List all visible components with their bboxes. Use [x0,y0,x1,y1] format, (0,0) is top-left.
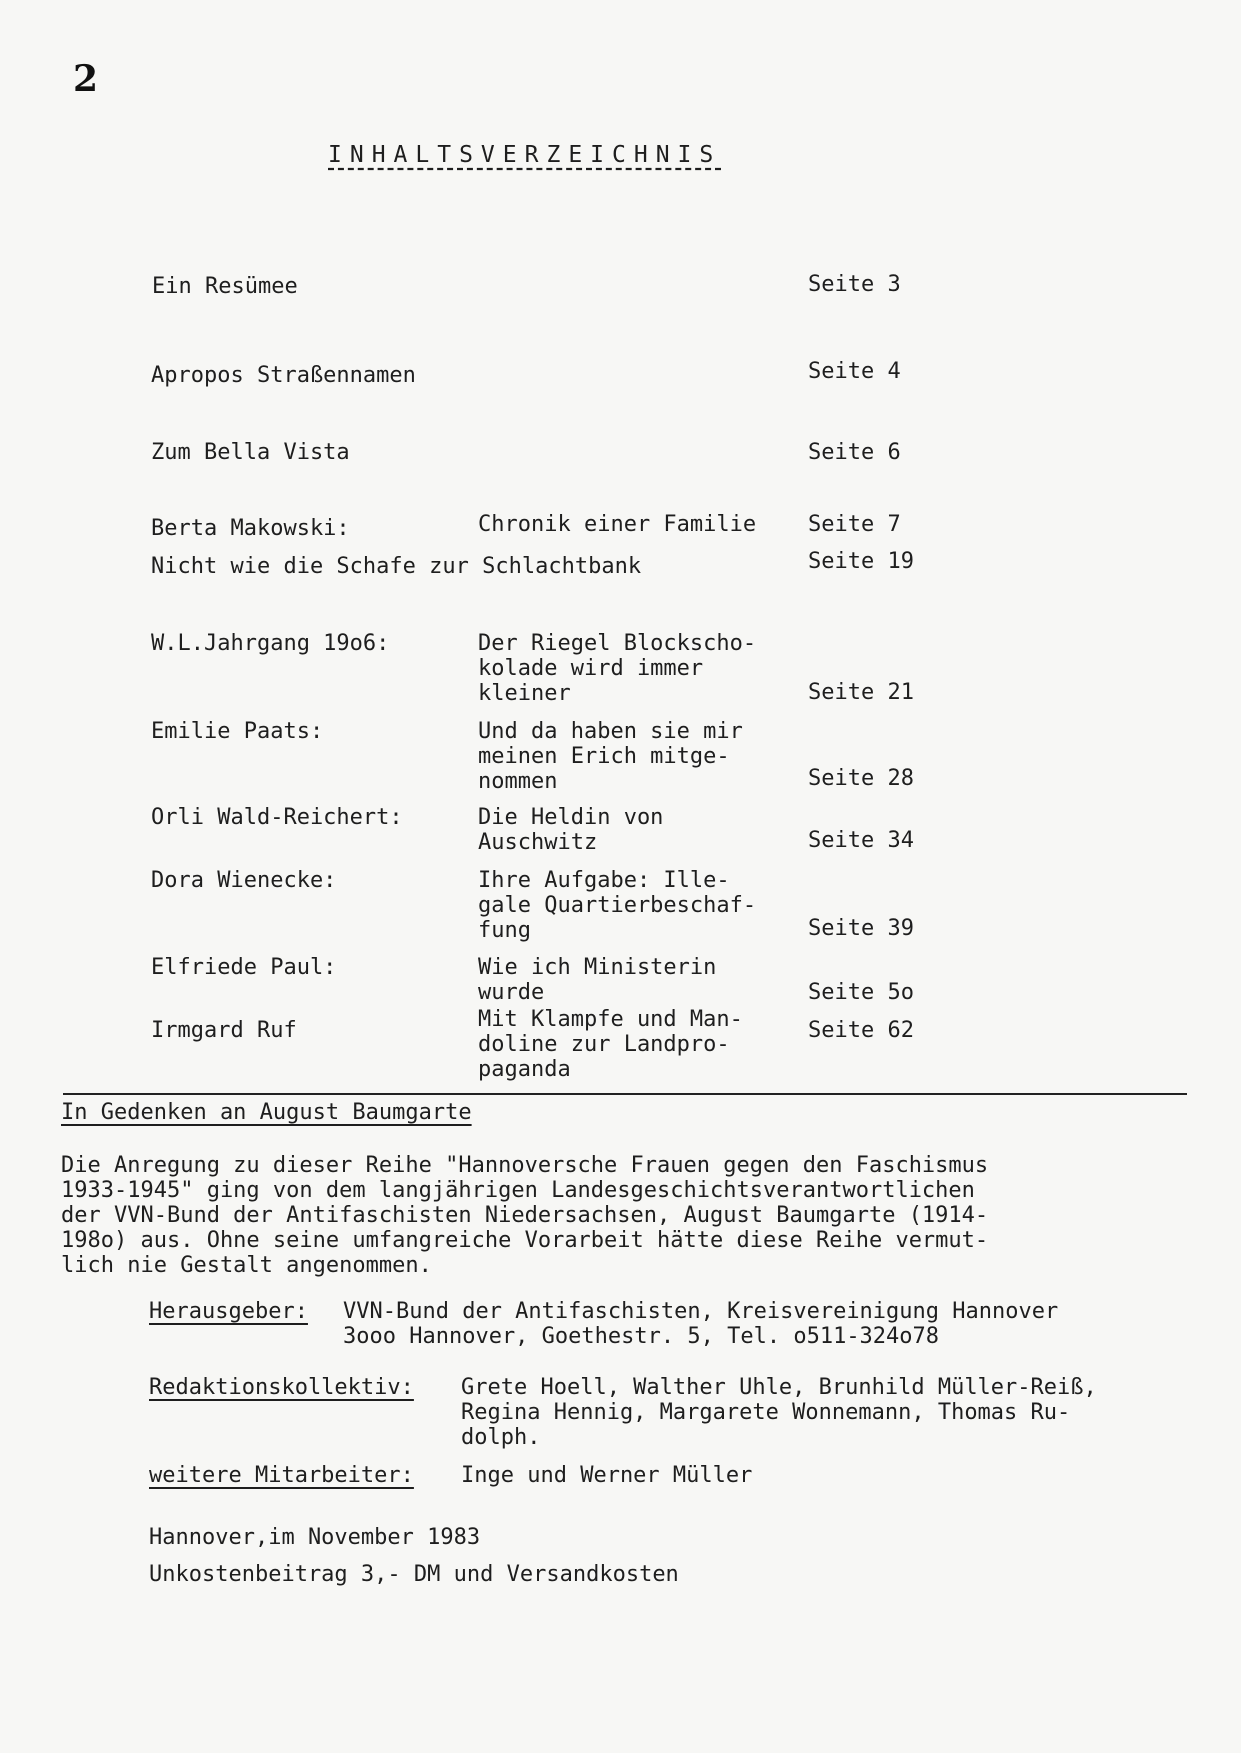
divider-rule [63,1093,1187,1095]
memorial-text: Die Anregung zu dieser Reihe "Hannoversche Frauen gegen den Faschismus 1933-1945" ging von dem langjährigen Landesgeschichtsverantwortlichen der VVN-Bund der Antifaschisten Niedersachsen, August Baumgarte (1914- 198o) aus. Ohne seine umfangreiche Vorarbeit hätte diese Reihe vermut- lich nie Gestalt angenommen. [61,1153,989,1278]
toc-page-8: Seite 34 [808,828,914,853]
toc-page-5: Seite 19 [808,549,914,574]
toc-page-6: Seite 21 [808,680,914,705]
toc-page-4: Seite 7 [808,512,901,537]
date-line: Hannover,im November 1983 [149,1525,481,1550]
toc-page-10: Seite 5o [808,980,914,1005]
toc-page-2: Seite 4 [808,359,901,384]
toc-title-10: Wie ich Ministerin wurde [478,955,717,1005]
toc-author-11: Irmgard Ruf [151,1018,297,1043]
toc-title-7: Und da haben sie mir meinen Erich mitge- nommen [478,719,743,794]
price-line: Unkostenbeitrag 3,- DM und Versandkosten [149,1562,679,1587]
toc-author-10: Elfriede Paul: [151,955,337,980]
toc-page-7: Seite 28 [808,766,914,791]
toc-title-2: Apropos Straßennamen [151,363,416,388]
toc-title-6: Der Riegel Blockscho- kolade wird immer kleiner [478,631,757,706]
toc-title-5: Nicht wie die Schafe zur Schlachtbank [151,554,642,579]
toc-author-9: Dora Wienecke: [151,868,337,893]
page-number: 2 [73,58,99,100]
toc-title-4: Chronik einer Familie [478,512,757,537]
page-title: INHALTSVERZEICHNIS [328,142,722,168]
toc-title-1: Ein Resümee [152,274,298,299]
toc-title-8: Die Heldin von Auschwitz [478,805,664,855]
toc-author-7: Emilie Paats: [151,719,324,744]
publisher-label: Herausgeber: [149,1299,308,1324]
publisher-value: VVN-Bund der Antifaschisten, Kreisvereinigung Hannover 3ooo Hannover, Goethestr. 5, Tel. o511-324o78 [343,1299,1059,1349]
toc-page-3: Seite 6 [808,440,901,465]
toc-author-4: Berta Makowski: [151,516,350,541]
toc-title-3: Zum Bella Vista [151,440,350,465]
contributors-label: weitere Mitarbeiter: [149,1463,414,1488]
toc-author-8: Orli Wald-Reichert: [151,805,403,830]
toc-title-9: Ihre Aufgabe: Ille- gale Quartierbeschaf- fung [478,868,757,943]
toc-page-11: Seite 62 [808,1018,914,1043]
toc-title-11: Mit Klampfe und Man- doline zur Landpro- paganda [478,1007,743,1082]
contributors-value: Inge und Werner Müller [461,1463,753,1488]
editors-label: Redaktionskollektiv: [149,1375,414,1400]
toc-page-1: Seite 3 [808,272,901,297]
memorial-heading: In Gedenken an August Baumgarte [61,1100,472,1125]
toc-author-6: W.L.Jahrgang 19o6: [151,631,390,656]
editors-value: Grete Hoell, Walther Uhle, Brunhild Müller-Reiß, Regina Hennig, Margarete Wonnemann, Thomas Ru- dolph. [461,1375,1097,1450]
toc-page-9: Seite 39 [808,916,914,941]
